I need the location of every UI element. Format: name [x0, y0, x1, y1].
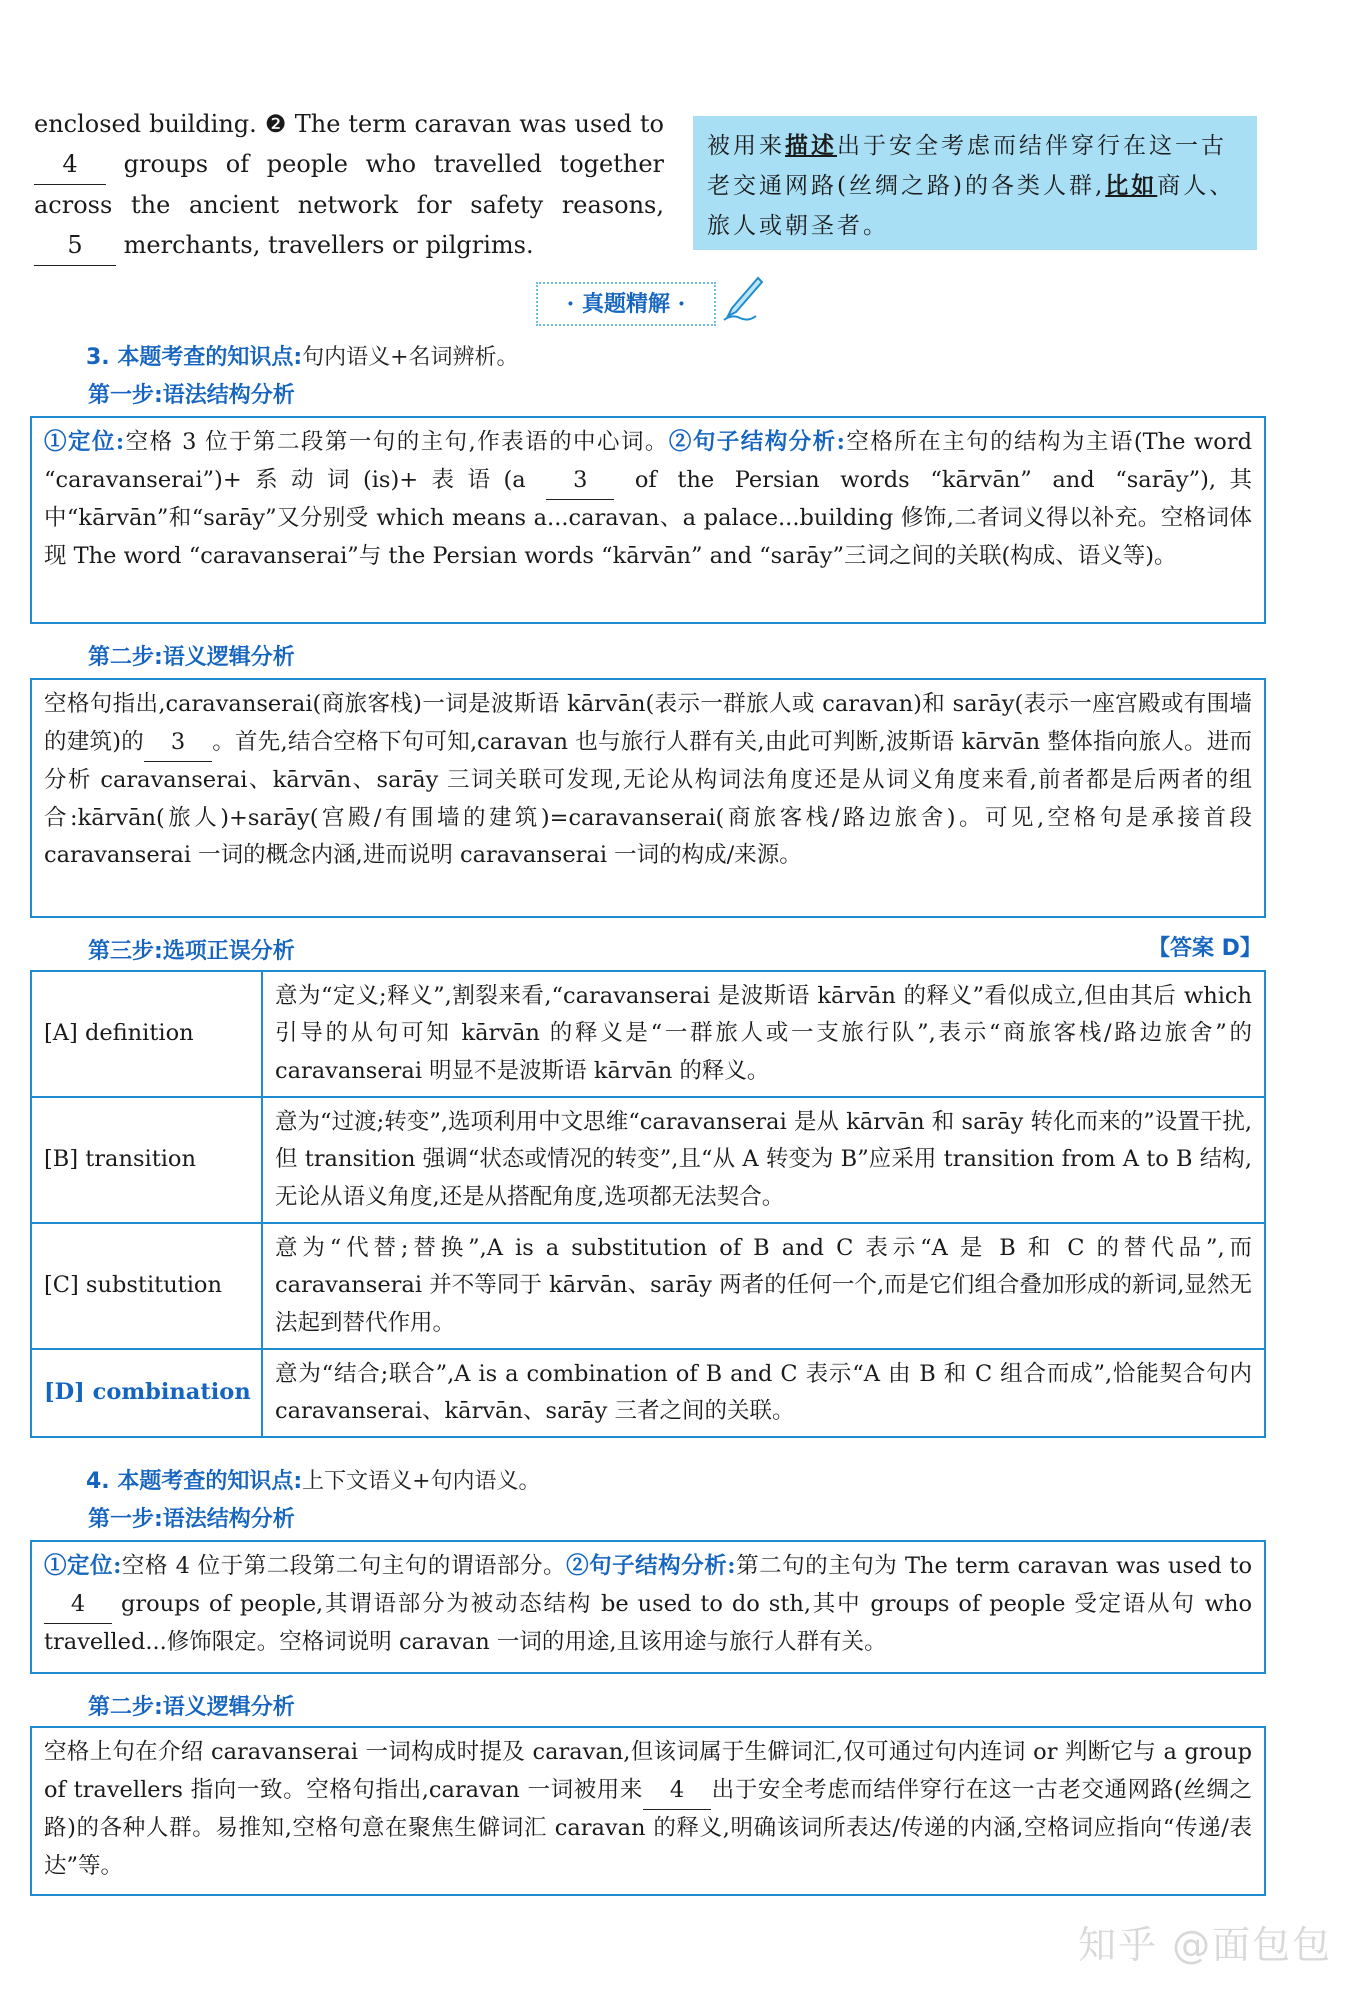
locate-label: ①定位: [44, 1553, 122, 1579]
blank-4: 4 [34, 144, 106, 185]
box-text: 空格上句在介绍 caravanserai 一词构成时提及 caravan,但该词属于生僻词汇,仅可通过句内连词 or 判断它与 a group of travellers 指向一致。空格句指出,caravan 一词被用来 [44, 1739, 1252, 1803]
q4-step2-heading: 第二步:语义逻辑分析 [88, 1695, 295, 1720]
q3-step3-heading: 第三步:选项正误分析 [88, 939, 295, 964]
note-text: 商人、旅人或朝圣者。 [707, 173, 1236, 239]
note-emphasis: 描述 [785, 132, 837, 159]
passage-part: merchants, travellers or pilgrims. [116, 231, 534, 259]
option-label: [C] substitution [31, 1223, 262, 1349]
q3-step2-heading: 第二步:语义逻辑分析 [88, 645, 295, 670]
passage-part: The term caravan was used to [286, 110, 665, 138]
section-title: · 真题精解 · [536, 282, 716, 326]
box-text: 空格 3 位于第二段第一句的主句,作表语的中心词。 [124, 429, 669, 455]
box-text: 空格句指出,caravanserai(商旅客栈)一词是波斯语 kārvān(表示一群旅人或 caravan)和 sarāy(表示一座宫殿或有围墙的建筑)的 [44, 691, 1252, 755]
watermark: 知乎 @面包包 [1078, 1923, 1333, 1967]
blank-3: 3 [144, 724, 212, 763]
q3-step2-box [30, 678, 1266, 918]
sentence-marker: ❷ [264, 110, 287, 138]
blank-5: 5 [34, 225, 116, 266]
blank-4: 4 [44, 1586, 112, 1625]
q3-title [86, 340, 519, 371]
option-row [31, 971, 1265, 1097]
note-text: 出于安全考虑而结伴穿行在这一古老交通网路(丝绸之路)的各类人群, [707, 133, 1227, 199]
passage-part: enclosed building. [34, 110, 265, 138]
q4-title-label: 4. 本题考查的知识点: [86, 1469, 303, 1494]
q3-step1-box [30, 416, 1266, 624]
q3-title-label: 3. 本题考查的知识点: [86, 345, 303, 370]
q4-title [86, 1464, 541, 1495]
option-explanation: 意为“过渡;转变”,选项利用中文思维“caravanserai 是从 kārvān 和 sarāy 转化而来的”设置干扰,但 transition 强调“状态或情况的转变”,且“从 A 转变为 B”应采用 transition from A to B 结构,无论从语义角度,还是从搭配角度,选项都无法契合。 [262, 1097, 1265, 1223]
locate-label: ①定位: [44, 429, 125, 455]
option-label: [B] transition [31, 1097, 262, 1223]
box-text: groups of people,其谓语部分为被动态结构 be used to do sth,其中 groups of people 受定语从句 who travelled...修饰限定。空格词说明 caravan 一词的用途,且该用途与旅行人群有关。 [44, 1590, 1252, 1655]
answer-label: 【答案 D】 [1148, 936, 1262, 961]
box-text: 出于安全考虑而结伴穿行在这一古老交通网路(丝绸之路)的各种人群。易推知,空格句意在聚焦生僻词汇 caravan 的释义,明确该词所表达/传递的内涵,空格词应指向“传递/表达”等。 [44, 1776, 1252, 1879]
pen-icon [718, 274, 764, 324]
note-text: 被用来 [707, 133, 785, 159]
option-row [31, 1097, 1265, 1223]
option-explanation: 意为“定义;释义”,割裂来看,“caravanserai 是波斯语 kārvān 的释义”看似成立,但由其后 which 引导的从句可知 kārvān 的释义是“一群旅人或一支旅行队”,表示“商旅客栈/路边旅舍”的 caravanserai 明显不是波斯语 kārvān 的释义。 [262, 971, 1265, 1097]
passage-part: groups of people who travelled together across the ancient network for safety reasons, [34, 150, 664, 219]
structure-label: ②句子结构分析: [668, 429, 845, 455]
structure-label: ②句子结构分析: [566, 1553, 736, 1579]
option-label: [A] definition [31, 971, 262, 1097]
option-explanation: 意为“结合;联合”,A is a combination of B and C 表示“A 由 B 和 C 组合而成”,恰能契合句内 caravanserai、kārvān、sarāy 三者之间的关联。 [262, 1349, 1265, 1437]
options-table [30, 970, 1266, 1438]
q4-step1-heading: 第一步:语法结构分析 [88, 1507, 295, 1532]
blank-4: 4 [643, 1772, 711, 1811]
box-text: 空格 4 位于第二段第二句主句的谓语部分。 [121, 1553, 567, 1579]
passage-text [34, 104, 664, 266]
q4-title-rest: 上下文语义+句内语义。 [302, 1469, 541, 1494]
q3-step1-heading: 第一步:语法结构分析 [88, 383, 295, 408]
q3-title-rest: 句内语义+名词辨析。 [302, 345, 519, 370]
option-row-correct [31, 1349, 1265, 1437]
q4-step2-box [30, 1726, 1266, 1896]
q4-step1-box [30, 1540, 1266, 1674]
box-text: 空格所在主句的结构为主语(The word “caravanserai”)+系动词(is)+表语(a [44, 429, 1253, 493]
note-emphasis: 比如 [1105, 172, 1158, 199]
box-text: of the Persian words “kārvān” and “sarāy”),其中“kārvān”和“sarāy”又分别受 which means a...caravan、a palace...building 修饰,二者词义得以补充。空格词体现 The word “caravanserai”与 the Persian words “kārvān” and “sarāy”三词之间的关联(构成、语义等)。 [44, 466, 1252, 569]
box-text: 第二句的主句为 The term caravan was used to [735, 1553, 1252, 1579]
option-label: [D] combination [31, 1349, 262, 1437]
blank-3: 3 [546, 462, 614, 501]
option-explanation: 意为“代替;替换”,A is a substitution of B and C 表示“A 是 B 和 C 的替代品”,而 caravanserai 并不等同于 kārvān、sarāy 两者的任何一个,而是它们组合叠加形成的新词,显然无法起到替代作用。 [262, 1223, 1265, 1349]
box-text: 。首先,结合空格下句可知,caravan 也与旅行人群有关,由此可判断,波斯语 kārvān 整体指向旅人。进而分析 caravanserai、kārvān、sarāy 三词关联可发现,无论从构词法角度还是从词义角度来看,前者都是后两者的组合:kārvān(旅人)+sarāy(宫殿/有围墙的建筑)=caravanserai(商旅客栈/路边旅舍)。可见,空格句是承接首段 caravanserai 一词的概念内涵,进而说明 caravanserai 一词的构成/来源。 [44, 728, 1252, 868]
option-row [31, 1223, 1265, 1349]
translation-note [693, 116, 1257, 250]
